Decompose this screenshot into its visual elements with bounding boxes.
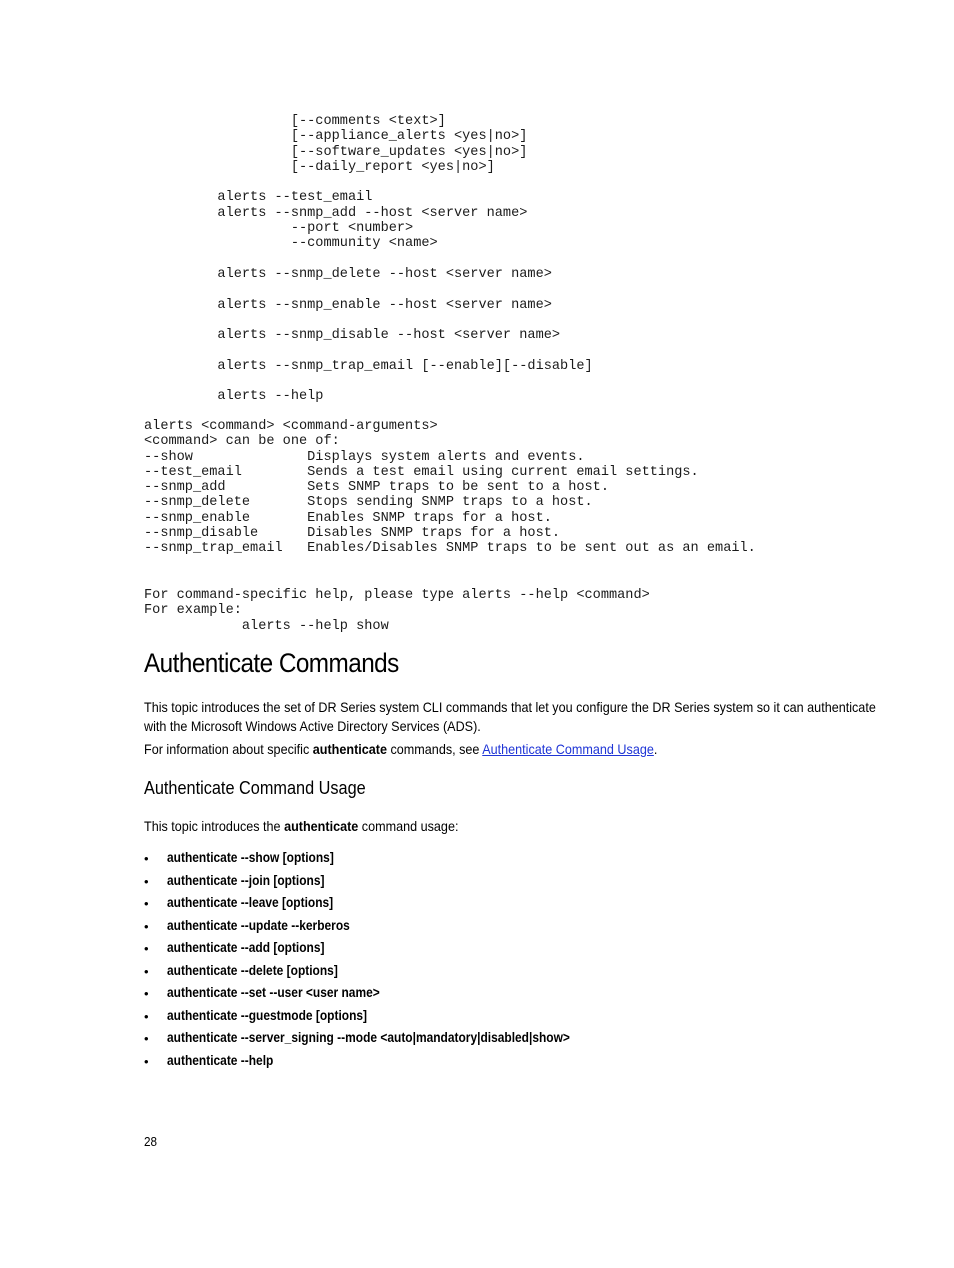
usage-text-after: command usage: bbox=[358, 818, 459, 834]
command-text: authenticate --server_signing --mode <auto|mandatory|disabled|show> bbox=[167, 1030, 570, 1045]
command-text: authenticate --update --kerberos bbox=[167, 917, 350, 933]
usage-text-before: This topic introduces the bbox=[144, 818, 285, 834]
command-text: authenticate --show [options] bbox=[167, 850, 334, 865]
command-text: authenticate --add [options] bbox=[167, 940, 325, 955]
intro-paragraph: This topic introduces the set of DR Series system CLI commands that let you configure the DR Series system so it can authenticate with the Microsoft Windows Active Directory Services (ADS). bbox=[144, 699, 876, 734]
command-text: authenticate --join [options] bbox=[167, 872, 325, 888]
code-block-alerts-syntax: [--comments <text>] [--appliance_alerts <yes|no>] [--software_updates <yes|no>] [--daily_report <yes|no>] alerts --test_email alerts --snmp_add --host <server name> --port <number> --community <name> alerts --snmp_delete --host <server name> alerts --snmp_enable --host <server name> alerts --snmp_disable --host <server name> alerts --snmp_trap_email [--enable][--disable] alerts --help bbox=[217, 114, 593, 405]
bullet-icon: • bbox=[144, 918, 149, 934]
inline-command: authenticate bbox=[284, 818, 359, 834]
bullet-icon: • bbox=[144, 1008, 149, 1024]
reference-text-before: For information about specific bbox=[144, 741, 313, 757]
reference-text-middle: commands, see bbox=[387, 741, 483, 757]
bullet-icon: • bbox=[144, 1053, 149, 1069]
bullet-icon: • bbox=[144, 873, 149, 889]
inline-command: authenticate bbox=[312, 741, 387, 757]
code-block-alerts-commands: alerts <command> <command-arguments> <command> can be one of: --show Displays system alerts and events. --test_email Sends a test email using current email settings. --snmp_add Sets SNMP traps to be sent to a host. --snmp_delete Stops sending SNMP traps to a host. --snmp_enable Enables SNMP traps for a host. --snmp_disable Disables SNMP traps for a host. --snmp_trap_email Enables/Disables SNMP traps to be sent out as an email. bbox=[144, 419, 756, 557]
command-text: authenticate --leave [options] bbox=[167, 895, 334, 910]
reference-paragraph bbox=[144, 740, 891, 759]
bullet-icon: • bbox=[144, 986, 149, 1001]
page-number: 28 bbox=[144, 1134, 158, 1149]
code-block-help-example: For command-specific help, please type alerts --help <command> For example: alerts --help show bbox=[144, 588, 650, 634]
bullet-icon: • bbox=[144, 896, 149, 911]
command-text: authenticate --set --user <user name> bbox=[167, 985, 380, 1000]
bullet-icon: • bbox=[144, 963, 149, 979]
bullet-icon: • bbox=[144, 851, 149, 866]
command-text: authenticate --delete [options] bbox=[167, 962, 338, 978]
usage-paragraph bbox=[144, 817, 891, 836]
command-text: authenticate --guestmode [options] bbox=[167, 1007, 368, 1023]
command-text: authenticate --help bbox=[167, 1052, 274, 1068]
subsection-heading: Authenticate Command Usage bbox=[144, 777, 366, 798]
bullet-icon: • bbox=[144, 941, 149, 956]
reference-text-after: . bbox=[653, 741, 658, 757]
section-heading: Authenticate Commands bbox=[144, 648, 399, 678]
bullet-icon: • bbox=[144, 1031, 149, 1046]
authenticate-command-usage-link[interactable]: Authenticate Command Usage bbox=[482, 741, 654, 757]
